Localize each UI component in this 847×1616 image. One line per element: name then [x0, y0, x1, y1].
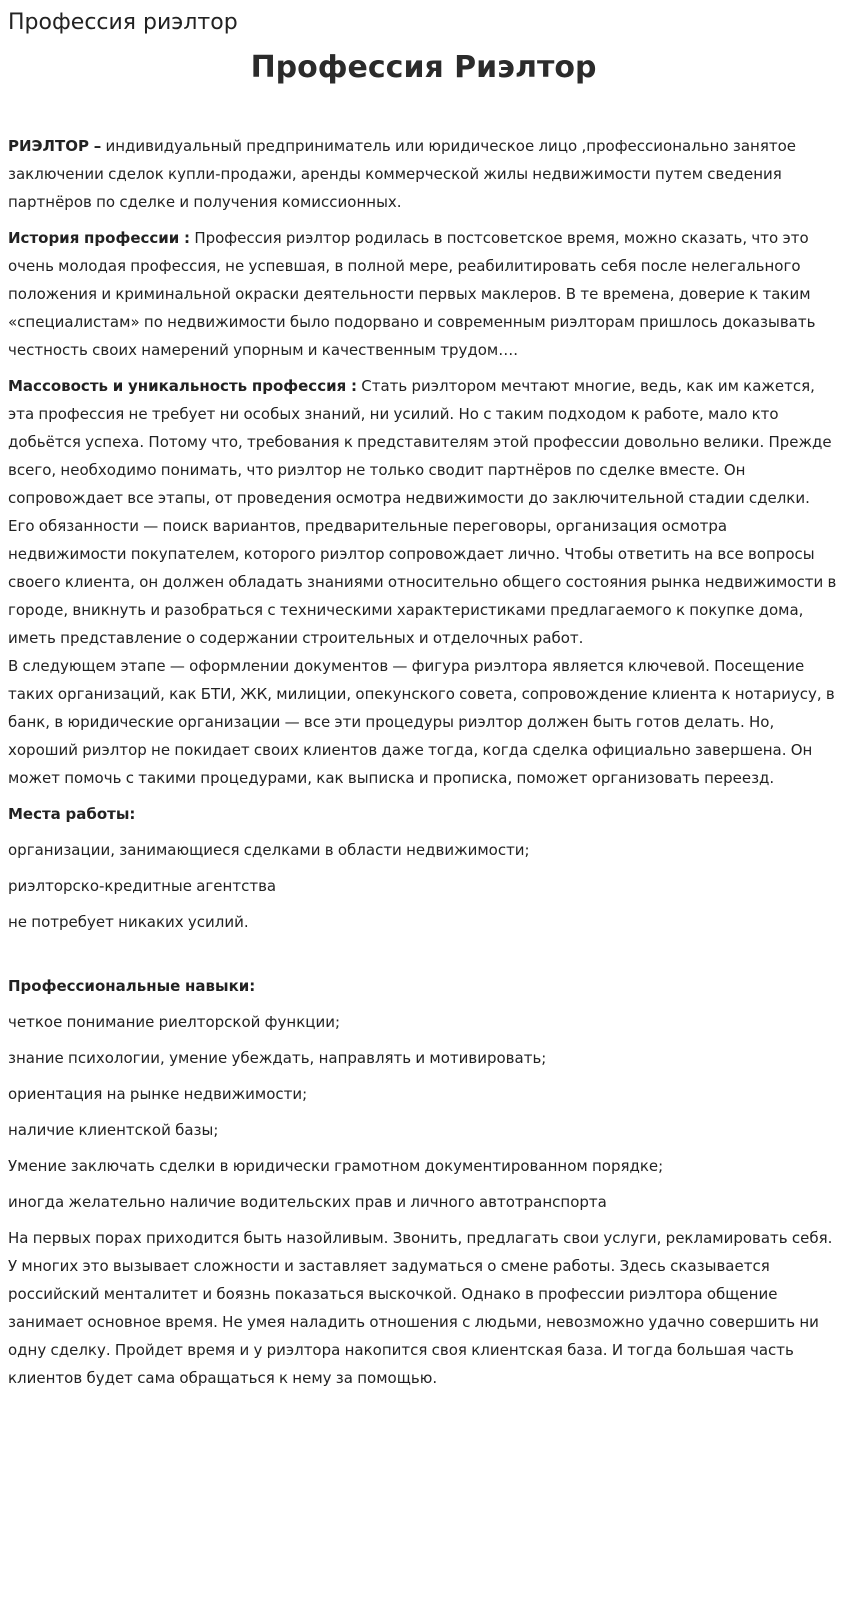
list-item: наличие клиентской базы; — [8, 1121, 219, 1139]
list-item: не потребует никаких усилий. — [8, 913, 249, 931]
uniqueness-label: Массовость и уникальность профессия : — [8, 377, 357, 395]
blank-line — [8, 936, 839, 964]
skills-heading — [8, 972, 839, 1000]
list-item: знание психологии, умение убеждать, направлять и мотивировать; — [8, 1049, 547, 1067]
workplaces-label: Места работы: — [8, 805, 136, 823]
list-item: риэлторско-кредитные агентства — [8, 877, 277, 895]
skills-label: Профессиональные навыки: — [8, 977, 256, 995]
uniqueness-text: Стать риэлтором мечтают многие, ведь, как им кажется, эта профессия не требует ни особых знаний, ни усилий. Но с таким подходом к работе, мало кто добьётся успеха. Потому что, требования к представителям этой профессии довольно велики. Прежде всего, необходимо понимать, что риэлтор не только сводит партнёров по сделке вместе. Он сопровождает все этапы, от проведения осмотра недвижимости до заключительной стадии сделки. Его обязанности — поиск вариантов, предварительные переговоры, организация осмотра недвижимости покупателем, которого риэлтор сопровождает лично. Чтобы ответить на все вопросы своего клиента, он должен обладать знаниями относительно общего состояния рынка недвижимости в городе, вникнуть и разобраться с техническими характеристиками предлагаемого к покупке дома, иметь представление о содержании строительных и отделочных работ. — [8, 377, 837, 647]
list-item: ориентация на рынке недвижимости; — [8, 1085, 308, 1103]
list-item: иногда желательно наличие водительских прав и личного автотранспорта — [8, 1193, 607, 1211]
closing-paragraph: На первых порах приходится быть назойливым. Звонить, предлагать свои услуги, рекламировать себя. У многих это вызывает сложности и заставляет задуматься о смене работы. Здесь сказывается российский менталитет и боязнь показаться выскочкой. Однако в профессии риэлтора общение занимает основное время. Не умея наладить отношения с людьми, невозможно удачно совершить ни одну сделку. Пройдет время и у риэлтора накопится своя клиентская база. И тогда большая часть клиентов будет сама обращаться к нему за помощью. — [8, 1229, 833, 1387]
uniqueness-paragraph — [8, 372, 839, 792]
main-heading: Профессия Риэлтор — [250, 50, 597, 85]
list-item: Умение заключать сделки в юридически грамотном документированном порядке; — [8, 1157, 664, 1175]
history-text: Профессия риэлтор родилась в постсоветское время, можно сказать, что это очень молодая профессия, не успевшая, в полной мере, реабилитировать себя после нелегального положения и криминальной окраски деятельности первых маклеров. В те времена, доверие к таким «специалистам» по недвижимости было подорвано и современным риэлторам пришлось доказывать честность своих намерений упорным и качественным трудом…. — [8, 229, 816, 359]
page-title: Профессия риэлтор — [8, 10, 238, 35]
uniqueness-text-2: В следующем этапе — оформлении документов — фигура риэлтора является ключевой. Посещение таких организаций, как БТИ, ЖК, милиции, опекунского совета, сопровождение клиента к нотариусу, в банк, в юридические организации — все эти процедуры риэлтор должен быть готов делать. Но, хороший риэлтор не покидает своих клиентов даже тогда, когда сделка официально завершена. Он может помочь с такими процедурами, как выписка и прописка, поможет организовать переезд. — [8, 657, 835, 787]
intro-text: индивидуальный предприниматель или юридическое лицо ,профессионально занятое заключении сделок купли-продажи, аренды коммерческой жилы недвижимости путем сведения партнёров по сделке и получения комиссионных. — [8, 137, 797, 211]
intro-term: РИЭЛТОР – — [8, 137, 102, 155]
history-label: История профессии : — [8, 229, 191, 247]
intro-paragraph — [8, 132, 839, 216]
list-item: четкое понимание риелторской функции; — [8, 1013, 341, 1031]
history-paragraph — [8, 224, 839, 364]
list-item: организации, занимающиеся сделками в области недвижимости; — [8, 841, 530, 859]
workplaces-heading — [8, 800, 839, 828]
article — [0, 10, 847, 1392]
